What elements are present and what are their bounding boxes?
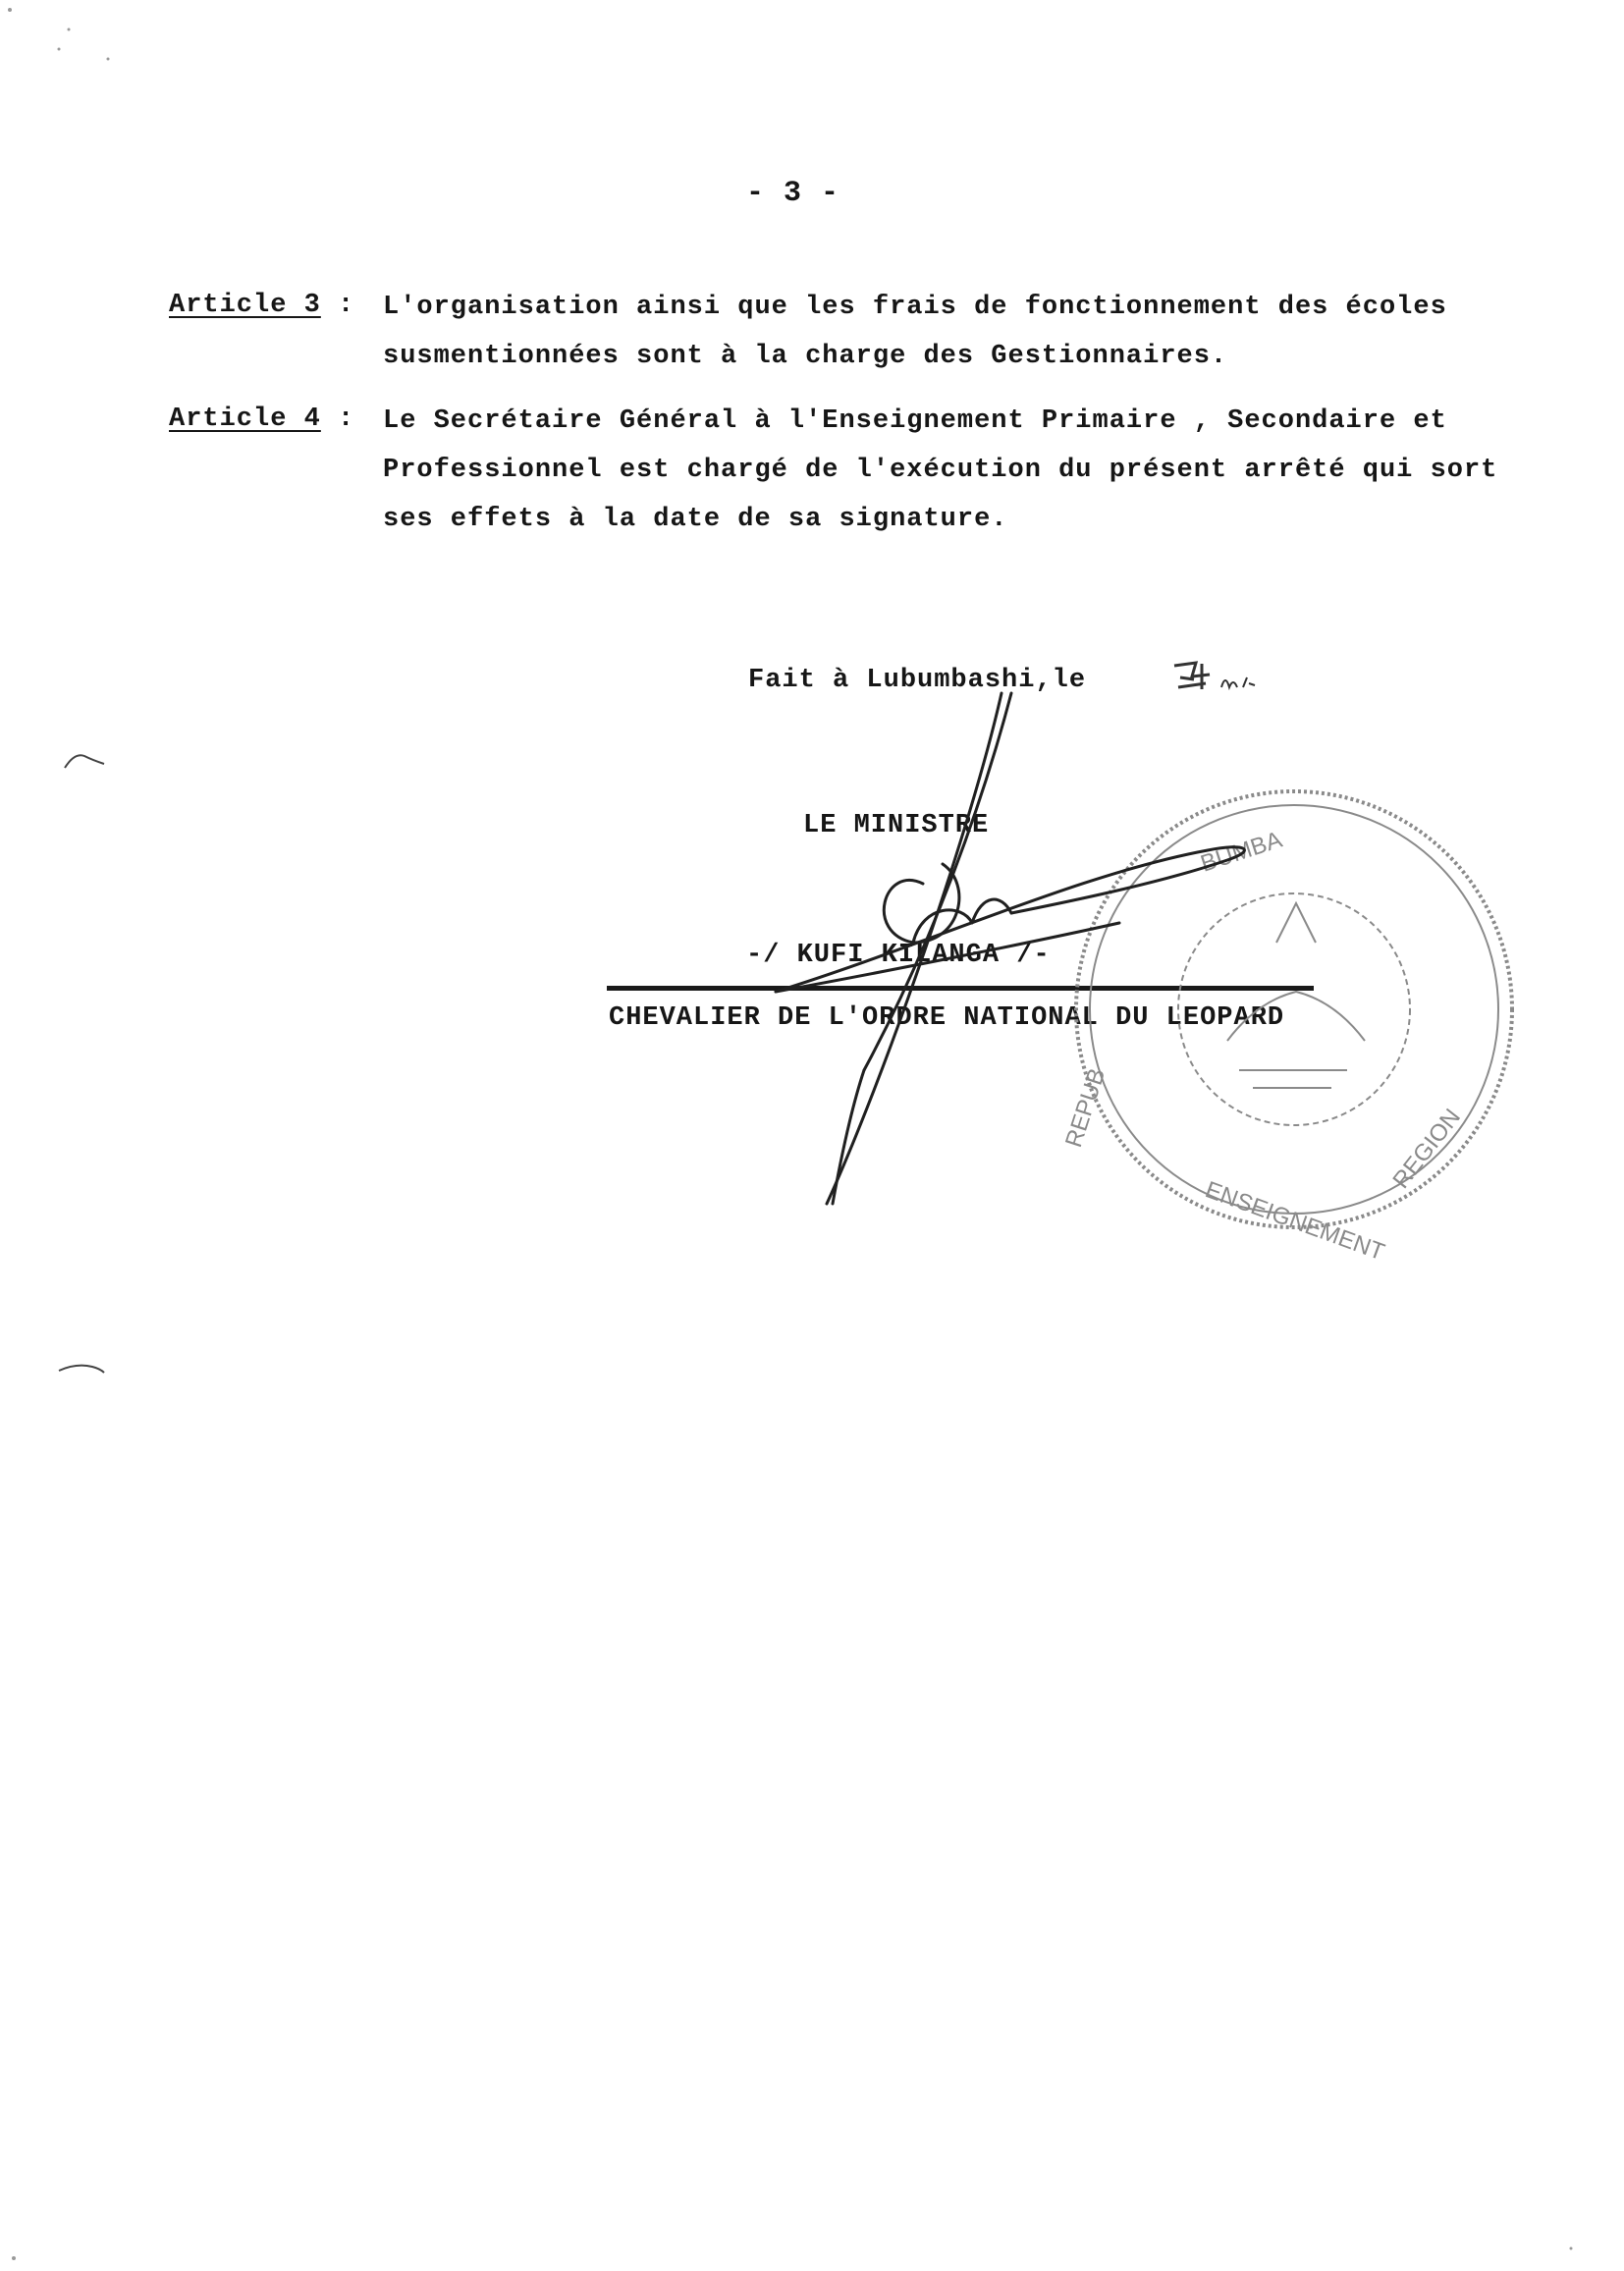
stamp-fragment-left: REPUB <box>1060 1064 1111 1151</box>
article-3-separator: : <box>338 291 355 320</box>
article-4-body <box>383 405 1497 552</box>
article-4-line-2: Professionnel est chargé de l'exécution du présent arrêté qui sort <box>383 456 1498 485</box>
place-date: Fait à Lubumbashi,le <box>748 666 1087 695</box>
article-4-label: Article 4 <box>169 405 321 434</box>
article-3-body <box>383 291 1447 389</box>
stamp-fragment-top: BUMBA <box>1197 826 1286 878</box>
article-3-line-1: L'organisation ainsi que les frais de fonctionnement des écoles <box>383 293 1447 322</box>
article-4-line-3: ses effets à la date de sa signature. <box>383 505 1008 534</box>
article-4-line-1: Le Secrétaire Général à l'Enseignement Primaire , Secondaire et <box>383 406 1447 436</box>
article-3-line-2: susmentionnées sont à la charge des Gestionnaires. <box>383 342 1228 371</box>
article-3-label-group <box>169 291 354 320</box>
article-3-label: Article 3 <box>169 291 321 320</box>
article-4-label-group <box>169 405 354 434</box>
minister-name: -/ KUFI KILANGA /- <box>746 941 1051 970</box>
minister-title: LE MINISTRE <box>803 811 990 840</box>
stamp-fragment-bottom: ENSEIGNEMENT <box>1201 1176 1388 1267</box>
minister-honor: CHEVALIER DE L'ORDRE NATIONAL DU LEOPARD <box>609 1003 1285 1033</box>
signature-rule <box>607 986 1314 991</box>
page-number: - 3 - <box>746 177 840 210</box>
article-4-separator: : <box>338 405 355 434</box>
stamp-fragment-right: REGION <box>1387 1104 1467 1194</box>
